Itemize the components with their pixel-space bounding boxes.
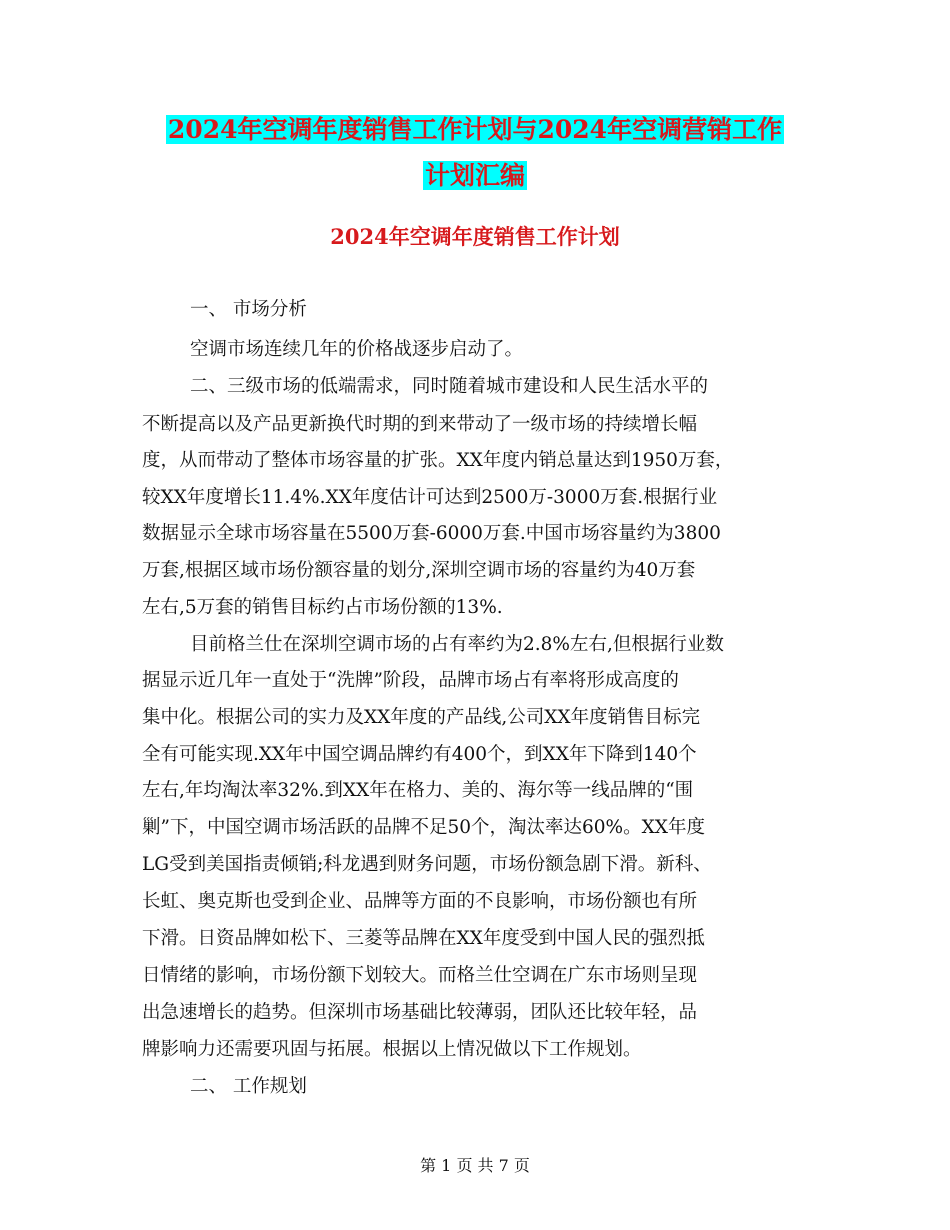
body-line: 牌影响力还需要巩固与拓展。根据以上情况做以下工作规划。 [142,1039,642,1060]
body-line: 集中化。根据公司的实力及XX年度的产品线,公司XX年度销售目标完 [142,707,701,728]
heading-market-analysis: 一、 市场分析 [190,299,307,320]
document-title-text-2: 计划汇编 [424,161,525,190]
body-line: 二、三级市场的低端需求，同时随着城市建设和人民生活水平的 [190,376,709,397]
document-title-line-1 [0,110,950,150]
body-line: LG受到美国指责倾销;科龙遇到财务问题，市场份额急剧下滑。新科、 [142,854,712,875]
heading-work-plan: 二、 工作规划 [190,1076,307,1097]
body-line: 数据显示全球市场容量在5500万套-6000万套.中国市场容量约为3800 [142,523,721,544]
body-line: 长虹、奥克斯也受到企业、品牌等方面的不良影响，市场份额也有所 [142,891,698,912]
body-line: 较XX年度增长11.4%.XX年度估计可达到2500万-3000万套.根据行业 [142,487,718,508]
document-title-text-1: 2024年空调年度销售工作计划与2024年空调营销工作 [167,115,783,144]
body-line: 左右,5万套的销售目标约占市场份额的13%. [142,597,503,618]
body-line: 目前格兰仕在深圳空调市场的占有率约为2.8%左右,但根据行业数 [190,634,724,655]
body-line: 据显示近几年一直处于“洗牌”阶段，品牌市场占有率将形成高度的 [142,670,679,691]
body-line: 万套,根据区域市场份额容量的划分,深圳空调市场的容量约为40万套 [142,560,696,581]
section-title: 2024年空调年度销售工作计划 [330,224,620,249]
document-title-line-2 [0,156,950,196]
body-line: 剿”下，中国空调市场活跃的品牌不足50个，淘汰率达60%。XX年度 [142,817,705,838]
body-line: 下滑。日资品牌如松下、三菱等品牌在XX年度受到中国人民的强烈抵 [142,928,705,949]
body-line: 空调市场连续几年的价格战逐步启动了。 [190,339,524,360]
body-line: 全有可能实现.XX年中国空调品牌约有400个，到XX年下降到140个 [142,744,697,765]
body-line: 日情绪的影响，市场份额下划较大。而格兰仕空调在广东市场则呈现 [142,965,698,986]
body-line: 出急速增长的趋势。但深圳市场基础比较薄弱，团队还比较年轻，品 [142,1002,698,1023]
body-line: 度，从而带动了整体市场容量的扩张。XX年度内销总量达到1950万套， [142,450,734,471]
body-line: 左右,年均淘汰率32%.到XX年在格力、美的、海尔等一线品牌的“围 [142,780,694,801]
body-line: 不断提高以及产品更新换代时期的到来带动了一级市场的持续增长幅 [142,414,698,435]
page-number-footer: 第 1 页 共 7 页 [420,1156,530,1175]
